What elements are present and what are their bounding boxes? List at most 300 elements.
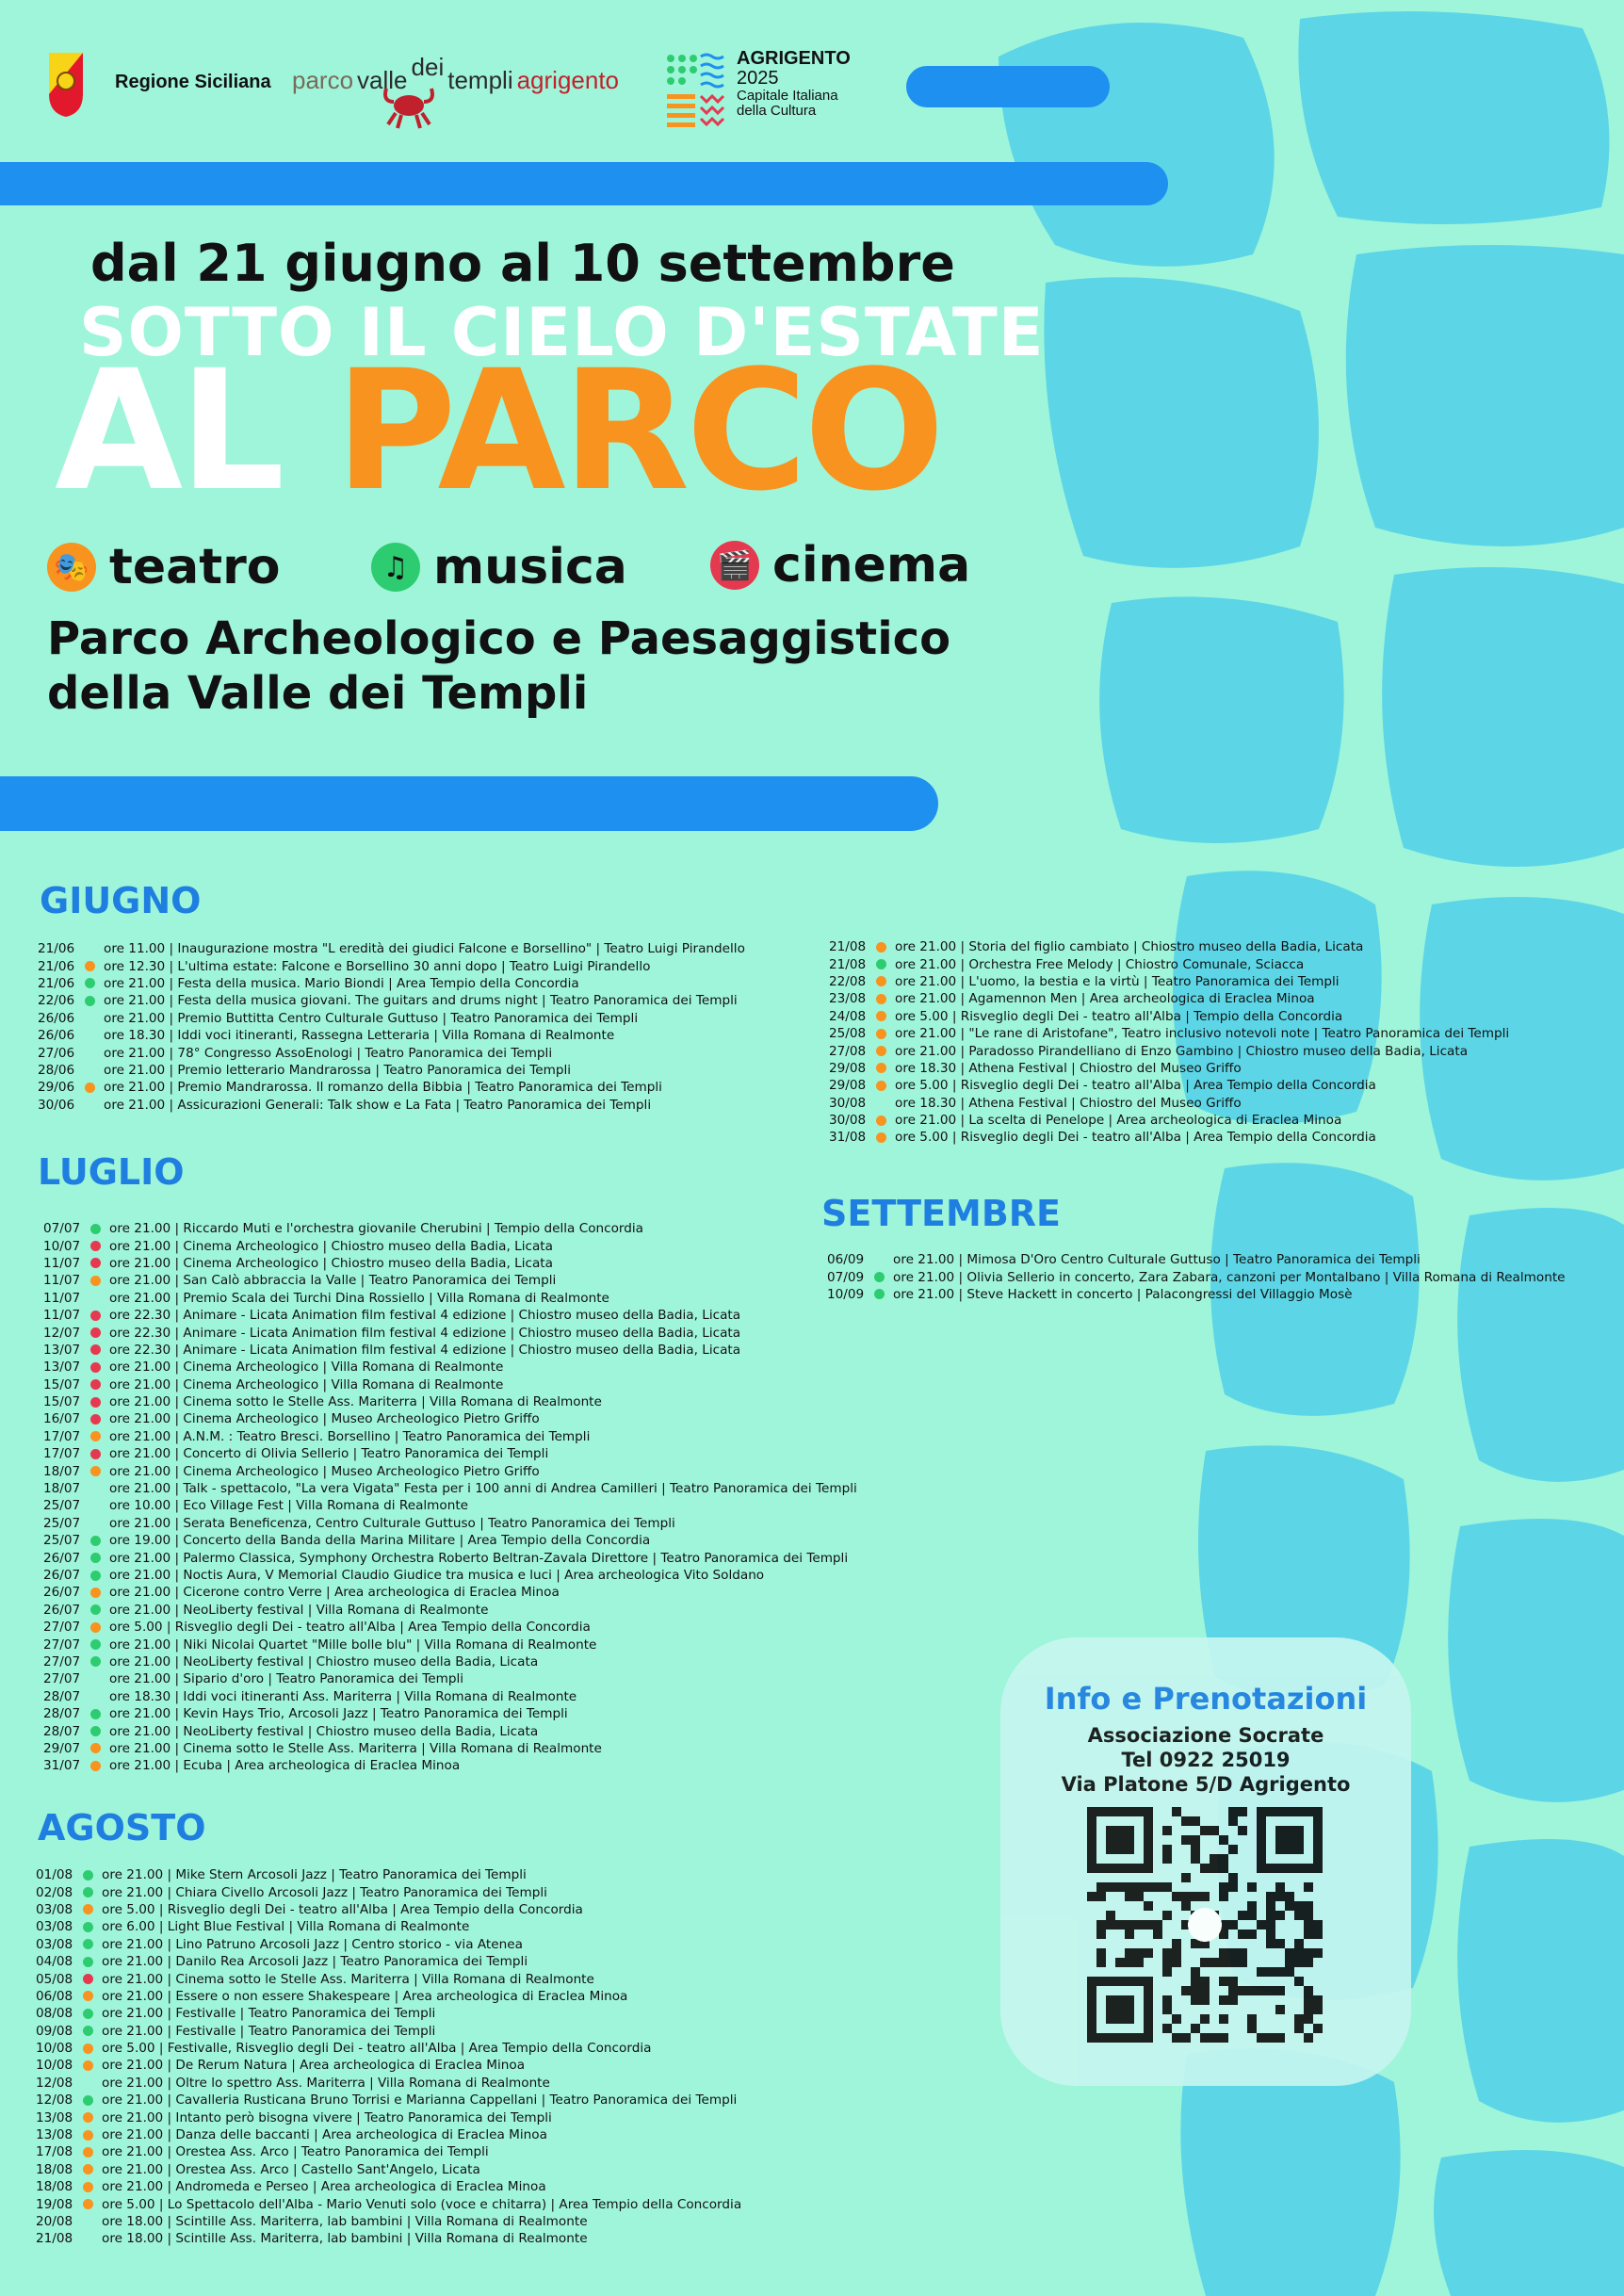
headline-title [55,334,941,528]
empty-category-icon [85,1013,95,1023]
event-date: 25/07 [43,1533,81,1549]
cinema-category-icon [90,1414,101,1425]
decorative-bar-top-right [906,66,1110,107]
event-text: ore 18.30 | Athena Festival | Chiostro del Museo Griffo [895,1060,1242,1076]
event-date: 26/07 [43,1602,81,1618]
event-date: 10/08 [36,2058,73,2074]
event-item [38,992,745,1009]
musica-category-icon [876,959,886,969]
cinema-category-icon [90,1311,101,1321]
event-item [43,1549,857,1566]
event-text: ore 22.30 | Animare - Licata Animation film festival 4 edizione | Chiostro museo della Badia, Licata [109,1342,741,1358]
event-item [36,2143,741,2160]
teatro-category-icon [83,1991,93,2001]
sicily-shield-icon [47,51,85,119]
musica-category-icon [90,1709,101,1719]
event-text: ore 18.00 | Scintille Ass. Mariterra, lab bambini | Villa Romana di Realmonte [102,2214,588,2229]
teatro-category-icon [90,1622,101,1633]
event-item [43,1619,857,1636]
event-text: ore 21.00 | Concerto di Olivia Sellerio | Teatro Panoramica dei Templi [109,1446,549,1462]
cinema-category-icon [90,1344,101,1355]
event-item [43,1359,857,1376]
event-date: 27/07 [43,1653,81,1669]
event-item [829,1112,1509,1129]
teatro-category-icon [90,1276,101,1286]
musica-category-icon [83,1939,93,1949]
event-text: ore 19.00 | Concerto della Banda della Marina Militare | Area Tempio della Concordia [109,1533,651,1549]
event-text: ore 21.00 | Cinema Archeologico | Museo Archeologico Pietro Griffo [109,1411,540,1427]
musica-category-icon [83,1922,93,1932]
event-item [36,1883,741,1900]
event-date: 31/08 [829,1130,867,1146]
event-text: ore 21.00 | Essere o non essere Shakespeare | Area archeologica di Eraclea Minoa [102,1988,628,2004]
park-logo-word-2: valle [357,66,408,94]
region-name: Regione Siciliana [115,72,271,92]
event-text: ore 21.00 | Olivia Sellerio in concerto, Zara Zabara, canzoni per Montalbano | Villa Romana di Realmonte [893,1269,1566,1285]
event-text: ore 21.00 | NeoLiberty festival | Chiostro museo della Badia, Licata [109,1723,539,1739]
teatro-category-icon [83,2147,93,2158]
event-item [43,1272,857,1289]
event-item [38,975,745,992]
category-cinema [710,537,970,594]
event-date: 07/07 [43,1221,81,1237]
info-box [1000,1637,1411,2086]
event-date: 21/08 [829,956,867,972]
event-date: 16/07 [43,1411,81,1427]
event-text: ore 6.00 | Light Blue Festival | Villa Romana di Realmonte [102,1919,470,1935]
event-date: 21/08 [36,2231,73,2247]
event-date: 25/07 [43,1498,81,1514]
event-item [829,1008,1509,1025]
event-date: 27/07 [43,1637,81,1653]
event-date: 04/08 [36,1954,73,1970]
musica-category-icon [90,1656,101,1667]
category-teatro [47,539,280,595]
event-text: ore 21.00 | Cinema sotto le Stelle Ass. Mariterra | Villa Romana di Realmonte [102,1971,594,1987]
event-text: ore 21.00 | Niki Nicolai Quartet "Mille bolle blu" | Villa Romana di Realmonte [109,1637,597,1653]
event-item [43,1428,857,1445]
event-item [829,1129,1509,1146]
park-logo [292,53,620,95]
event-text: ore 21.00 | Noctis Aura, V Memorial Claudio Giudice tra musica e luci | Area archeologica Vito Soldano [109,1568,765,1583]
park-name-line-2: della Valle dei Templi [47,666,589,720]
event-text: ore 21.00 | La scelta di Penelope | Area archeologica di Eraclea Minoa [895,1113,1342,1129]
event-text: ore 21.00 | Cinema sotto le Stelle Ass. Mariterra | Villa Romana di Realmonte [109,1394,602,1410]
event-item [43,1757,857,1774]
event-item [36,1918,741,1935]
event-date: 26/06 [38,1010,75,1026]
event-item [43,1324,857,1341]
event-date: 30/08 [829,1095,867,1111]
event-date: 26/07 [43,1568,81,1583]
musica-category-icon [90,1726,101,1736]
event-text: ore 10.00 | Eco Village Fest | Villa Romana di Realmonte [109,1498,469,1514]
event-text: ore 5.00 | Festivalle, Risveglio degli Dei - teatro all'Alba | Area Tempio della Concordia [102,2041,652,2057]
musica-category-icon [83,1870,93,1881]
event-date: 26/07 [43,1585,81,1601]
info-organization: Associazione Socrate [1087,1724,1324,1747]
event-text: ore 21.00 | Agamennon Men | Area archeologica di Eraclea Minoa [895,991,1315,1007]
info-phone: Tel 0922 25019 [1121,1749,1291,1771]
event-text: ore 21.00 | Orchestra Free Melody | Chiostro Comunale, Sciacca [895,956,1305,972]
event-item [43,1462,857,1479]
event-date: 29/08 [829,1078,867,1094]
empty-category-icon [85,1048,95,1058]
event-item [38,1062,745,1079]
event-text: ore 18.00 | Scintille Ass. Mariterra, lab bambini | Villa Romana di Realmonte [102,2231,588,2247]
musica-category-icon [90,1571,101,1581]
teatro-category-icon [90,1743,101,1753]
event-text: ore 21.00 | Palermo Classica, Symphony Orchestra Roberto Beltran-Zavala Direttore | Teatro Panoramica dei Templi [109,1550,849,1566]
event-text: ore 21.00 | Premio Mandrarossa. Il romanzo della Bibbia | Teatro Panoramica dei Templi [104,1080,662,1096]
event-date: 29/07 [43,1740,81,1756]
event-item [36,2213,741,2230]
event-text: ore 5.00 | Risveglio degli Dei - teatro all'Alba | Area Tempio della Concordia [895,1130,1376,1146]
teatro-category-icon [83,2044,93,2054]
event-item [36,1866,741,1883]
event-item [36,1970,741,1987]
event-item [43,1376,857,1393]
empty-category-icon [85,1065,95,1075]
event-text: ore 21.00 | Andromeda e Perseo | Area archeologica di Eraclea Minoa [102,2179,546,2195]
event-text: ore 11.00 | Inaugurazione mostra "L eredità dei giudici Falcone e Borsellino" | Teatro Luigi Pirandello [104,941,745,957]
musica-category-icon [90,1536,101,1546]
event-date: 03/08 [36,1936,73,1952]
event-text: ore 5.00 | Risveglio degli Dei - teatro all'Alba | Area Tempio della Concordia [102,1901,583,1917]
event-item [43,1532,857,1549]
capital-city: AGRIGENTO [737,48,851,69]
event-text: ore 21.00 | Orestea Ass. Arco | Teatro Panoramica dei Templi [102,2144,489,2160]
headline-title-parco: PARCO [334,334,941,528]
event-date: 28/07 [43,1706,81,1722]
event-item [829,990,1509,1007]
event-text: ore 21.00 | Cinema Archeologico | Chiostro museo della Badia, Licata [109,1255,553,1271]
event-item [43,1740,857,1757]
empty-category-icon [83,2217,93,2227]
capital-culture-logo-text [737,49,851,119]
event-item [43,1567,857,1584]
event-item [43,1410,857,1427]
headline-subtitle: SOTTO IL CIELO D'ESTATE [79,294,1045,371]
event-item [36,2230,741,2247]
event-text: ore 21.00 | De Rerum Natura | Area archeologica di Eraclea Minoa [102,2058,526,2074]
event-text: ore 21.00 | Mimosa D'Oro Centro Culturale Guttuso | Teatro Panoramica dei Templi [893,1252,1421,1268]
event-date: 05/08 [36,1971,73,1987]
empty-category-icon [85,944,95,954]
event-date: 23/08 [829,991,867,1007]
info-address: Via Platone 5/D Agrigento [1061,1773,1351,1796]
event-text: ore 21.00 | Cinema sotto le Stelle Ass. Mariterra | Villa Romana di Realmonte [109,1740,602,1756]
qr-code-icon[interactable] [1087,1807,1323,2043]
musica-category-icon [83,2026,93,2036]
event-item [43,1480,857,1497]
cinema-category-icon [83,1974,93,1984]
event-item [43,1515,857,1532]
musica-category-icon [90,1604,101,1615]
event-text: ore 21.00 | NeoLiberty festival | Chiostro museo della Badia, Licata [109,1653,539,1669]
event-item [36,1953,741,1970]
headline-title-al: AL [55,334,282,528]
cinema-category-icon [90,1397,101,1408]
event-item [829,955,1509,972]
category-musica [371,539,627,595]
event-text: ore 18.30 | Athena Festival | Chiostro del Museo Griffo [895,1095,1242,1111]
event-date: 28/07 [43,1688,81,1704]
category-label: cinema [772,537,971,594]
event-text: ore 12.30 | L'ultima estate: Falcone e Borsellino 30 anni dopo | Teatro Luigi Pirandello [104,958,651,974]
event-date: 26/07 [43,1550,81,1566]
musica-category-icon [90,1224,101,1234]
event-item [36,2075,741,2092]
crab-icon [381,79,437,130]
event-item [43,1636,857,1653]
event-text: ore 21.00 | Cinema Archeologico | Villa Romana di Realmonte [109,1360,504,1376]
park-name-line-1: Parco Archeologico e Paesaggistico [47,612,951,665]
event-item [43,1307,857,1324]
event-date: 26/06 [38,1028,75,1044]
teatro-category-icon [876,1011,886,1021]
event-date: 22/08 [829,973,867,989]
event-date: 10/09 [827,1286,865,1302]
empty-category-icon [90,1518,101,1528]
event-list-agosto [36,1866,741,2248]
event-date: 20/08 [36,2214,73,2229]
event-text: ore 21.00 | Intanto però bisogna vivere | Teatro Panoramica dei Templi [102,2109,552,2125]
park-logo-word-5: agrigento [516,66,620,94]
info-title: Info e Prenotazioni [1044,1681,1368,1717]
event-text: ore 21.00 | Steve Hackett in concerto | Palacongressi del Villaggio Mosè [893,1286,1353,1302]
empty-category-icon [876,1098,886,1108]
event-item [827,1251,1566,1268]
event-text: ore 21.00 | Festa della musica giovani. The guitars and drums night | Teatro Panoramica dei Templi [104,993,738,1009]
event-date: 18/07 [43,1481,81,1497]
musica-category-icon [83,1957,93,1967]
event-item [38,957,745,974]
event-date: 27/07 [43,1620,81,1636]
empty-category-icon [90,1674,101,1685]
event-item [43,1342,857,1359]
event-text: ore 21.00 | L'uomo, la bestia e la virtù | Teatro Panoramica dei Templi [895,973,1340,989]
event-item [43,1602,857,1619]
cinema-category-icon [90,1362,101,1373]
event-date: 27/07 [43,1671,81,1687]
event-item [43,1584,857,1601]
teatro-category-icon [876,994,886,1004]
event-date: 12/07 [43,1325,81,1341]
empty-category-icon [874,1255,885,1265]
musica-category-icon [85,978,95,988]
event-item [38,1079,745,1096]
cinema-category-icon [90,1258,101,1268]
teatro-category-icon [83,1904,93,1914]
teatro-category-icon [876,1132,886,1143]
event-date: 19/08 [36,2196,73,2212]
teatro-category-icon [90,1761,101,1771]
event-date: 12/08 [36,2075,73,2091]
event-item [38,940,745,957]
event-dates: dal 21 giugno al 10 settembre [90,234,955,293]
park-name [47,612,950,721]
capital-line-2: della Cultura [737,102,817,119]
event-list-luglio [43,1220,857,1775]
event-date: 29/08 [829,1060,867,1076]
cinema-category-icon [90,1241,101,1251]
event-item [36,2161,741,2178]
event-date: 13/07 [43,1360,81,1376]
event-item [38,1010,745,1027]
empty-category-icon [83,2234,93,2244]
event-date: 24/08 [829,1008,867,1024]
musica-category-icon [874,1289,885,1299]
event-date: 31/07 [43,1758,81,1774]
empty-category-icon [90,1293,101,1303]
teatro-category-icon [876,1115,886,1126]
event-date: 25/07 [43,1515,81,1531]
event-text: ore 21.00 | Danza delle baccanti | Area archeologica di Eraclea Minoa [102,2127,547,2143]
event-date: 03/08 [36,1901,73,1917]
capital-culture-logo-icon [665,53,725,132]
event-text: ore 22.30 | Animare - Licata Animation film festival 4 edizione | Chiostro museo della Badia, Licata [109,1325,741,1341]
event-item [36,2040,741,2057]
event-date: 30/08 [829,1113,867,1129]
event-text: ore 21.00 | Serata Beneficenza, Centro Culturale Guttuso | Teatro Panoramica dei Templi [109,1515,675,1531]
park-logo-word-3: dei [411,53,445,81]
event-text: ore 5.00 | Risveglio degli Dei - teatro all'Alba | Area Tempio della Concordia [109,1620,591,1636]
event-date: 07/09 [827,1269,865,1285]
musica-category-icon [90,1639,101,1650]
event-item [43,1445,857,1462]
event-item [43,1705,857,1722]
event-date: 03/08 [36,1919,73,1935]
empty-category-icon [85,1099,95,1110]
category-label: teatro [109,539,281,595]
event-text: ore 21.00 | Premio Scala dei Turchi Dina Rossiello | Villa Romana di Realmonte [109,1290,609,1306]
event-item [36,2126,741,2143]
event-list-agosto-continued [829,938,1509,1147]
park-logo-word-4: templi [447,66,513,94]
event-item [36,1936,741,1953]
teatro-category-icon [85,961,95,971]
teatro-category-icon [90,1431,101,1441]
event-item [43,1393,857,1410]
event-item [829,1095,1509,1112]
event-date: 25/08 [829,1026,867,1042]
event-date: 27/06 [38,1045,75,1061]
event-date: 11/07 [43,1308,81,1324]
event-list-giugno [38,940,745,1114]
teatro-category-icon [876,942,886,953]
event-text: ore 21.00 | Premio Buttitta Centro Culturale Guttuso | Teatro Panoramica dei Templi [104,1010,639,1026]
event-item [829,1060,1509,1077]
teatro-category-icon [876,1081,886,1091]
event-date: 18/07 [43,1463,81,1479]
event-text: ore 22.30 | Animare - Licata Animation film festival 4 edizione | Chiostro museo della Badia, Licata [109,1308,741,1324]
event-text: ore 21.00 | Chiara Civello Arcosoli Jazz | Teatro Panoramica dei Templi [102,1884,547,1900]
event-date: 10/08 [36,2041,73,2057]
event-item [36,2092,741,2109]
event-text: ore 21.00 | Talk - spettacolo, "La vera Vigata" Festa per i 100 anni di Andrea Camilleri | Teatro Panoramica dei Templi [109,1481,857,1497]
event-date: 22/06 [38,993,75,1009]
empty-category-icon [90,1691,101,1702]
event-text: ore 5.00 | Lo Spettacolo dell'Alba - Mario Venuti solo (voce e chitarra) | Area Tempio della Concordia [102,2196,742,2212]
musica-category-icon [874,1272,885,1282]
event-text: ore 21.00 | Kevin Hays Trio, Arcosoli Jazz | Teatro Panoramica dei Templi [109,1706,568,1722]
month-title-luglio: LUGLIO [38,1151,185,1193]
event-date: 21/06 [38,941,75,957]
teatro-category-icon [83,2164,93,2174]
event-item [36,2057,741,2074]
event-item [38,1097,745,1114]
event-date: 01/08 [36,1867,73,1883]
capital-year: 2025 [737,68,779,89]
event-date: 11/07 [43,1255,81,1271]
musica-category-icon [85,996,95,1006]
event-date: 11/07 [43,1273,81,1289]
event-date: 18/08 [36,2161,73,2177]
musica-category-icon [90,1553,101,1563]
musica-category-icon [83,2095,93,2106]
event-text: ore 21.00 | San Calò abbraccia la Valle | Teatro Panoramica dei Templi [109,1273,557,1289]
event-text: ore 21.00 | Danilo Rea Arcosoli Jazz | Teatro Panoramica dei Templi [102,1954,528,1970]
event-date: 30/06 [38,1097,75,1113]
event-date: 21/08 [829,939,867,955]
event-text: ore 21.00 | Cicerone contro Verre | Area archeologica di Eraclea Minoa [109,1585,560,1601]
teatro-category-icon [876,1063,886,1073]
event-item [43,1220,857,1237]
event-text: ore 21.00 | "Le rane di Aristofane", Teatro inclusivo notevoli note | Teatro Panoramica dei Templi [895,1026,1510,1042]
theater-masks-icon: 🎭 [47,543,96,592]
event-list-settembre [827,1251,1566,1303]
teatro-category-icon [90,1588,101,1598]
category-label: musica [433,539,627,595]
cinema-category-icon [90,1379,101,1390]
musica-category-icon [83,2009,93,2019]
event-item [43,1255,857,1272]
event-date: 18/08 [36,2179,73,2195]
event-date: 02/08 [36,1884,73,1900]
teatro-category-icon [876,976,886,986]
event-item [36,1988,741,2005]
event-text: ore 21.00 | Assicurazioni Generali: Talk show e La Fata | Teatro Panoramica dei Templi [104,1097,652,1113]
event-item [43,1670,857,1687]
event-text: ore 21.00 | Mike Stern Arcosoli Jazz | Teatro Panoramica dei Templi [102,1867,527,1883]
event-date: 21/06 [38,975,75,991]
event-date: 08/08 [36,2006,73,2022]
month-title-giugno: GIUGNO [40,880,202,921]
teatro-category-icon [83,2199,93,2209]
teatro-category-icon [876,1046,886,1056]
event-text: ore 21.00 | NeoLiberty festival | Villa Romana di Realmonte [109,1602,489,1618]
event-date: 10/07 [43,1238,81,1254]
event-item [36,2109,741,2125]
event-date: 13/08 [36,2109,73,2125]
event-text: ore 21.00 | 78° Congresso AssoEnologi | Teatro Panoramica dei Templi [104,1045,553,1061]
event-text: ore 21.00 | Sipario d'oro | Teatro Panoramica dei Templi [109,1671,464,1687]
event-date: 17/08 [36,2144,73,2160]
event-text: ore 21.00 | Cinema Archeologico | Chiostro museo della Badia, Licata [109,1238,553,1254]
cinema-category-icon [90,1327,101,1338]
event-text: ore 21.00 | Festa della musica. Mario Biondi | Area Tempio della Concordia [104,975,579,991]
event-text: ore 18.30 | Iddi voci itineranti Ass. Mariterra | Villa Romana di Realmonte [109,1688,577,1704]
cinema-category-icon [90,1449,101,1459]
event-item [36,2023,741,2040]
event-item [38,1044,745,1061]
capital-line-1: Capitale Italiana [737,88,838,104]
event-item [829,973,1509,990]
teatro-category-icon [83,2112,93,2123]
music-note-icon: ♫ [371,543,420,592]
event-date: 28/07 [43,1723,81,1739]
